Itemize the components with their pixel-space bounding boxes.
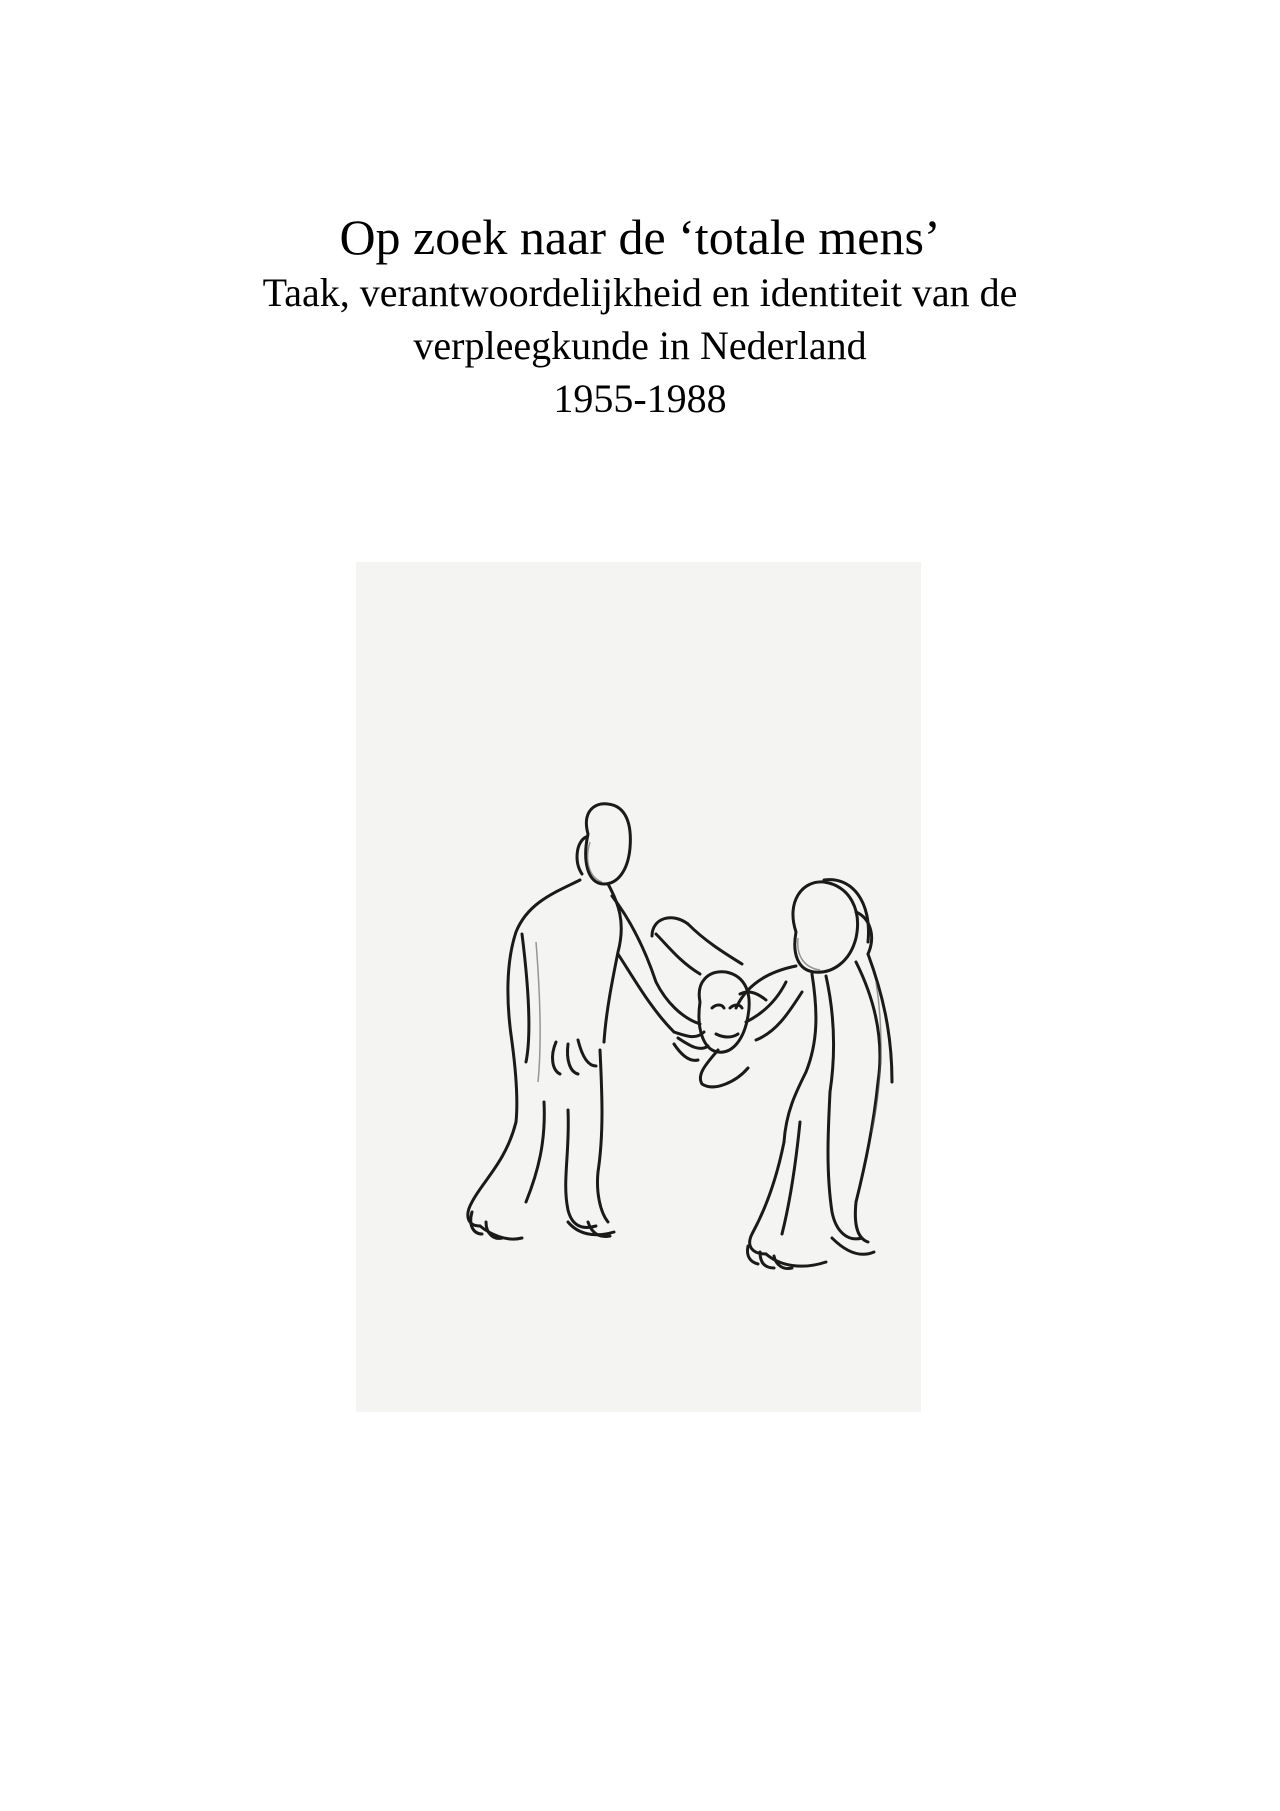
charcoal-drawing-icon xyxy=(356,562,921,1412)
cover-years: 1955-1988 xyxy=(553,376,727,421)
cover-subtitle-line-2: verpleegkunde in Nederland xyxy=(413,323,867,368)
cover-subtitle-line-1: Taak, verantwoordelijkheid en identiteit van de xyxy=(262,270,1018,315)
cover-illustration xyxy=(356,562,921,1412)
cover-title: Op zoek naar de ‘totale mens’ xyxy=(339,209,941,265)
cover-title-block xyxy=(0,208,1280,425)
